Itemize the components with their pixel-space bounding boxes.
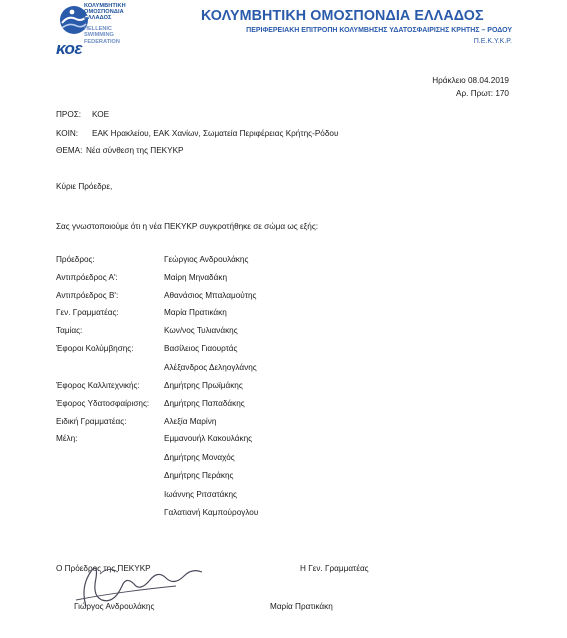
roster-name: Δημήτρης Παπαδάκης: [164, 399, 245, 408]
roster-role: Ειδική Γραμματέας:: [56, 417, 127, 426]
left-signature-title: Ο Πρόεδρος της ΠΕΚΥΚΡ: [56, 564, 151, 573]
roster-name: Αθανάσιος Μπαλαμούτης: [164, 291, 257, 300]
to-label: ΠΡΟΣ:: [56, 110, 82, 119]
roster-name: Αλεξία Μαρίνη: [164, 417, 217, 426]
logo-name-english: HELLENIC SWIMMING FEDERATION: [84, 26, 120, 45]
logo-mark: κοε: [56, 39, 82, 58]
place-date: Ηράκλειο 08.04.2019: [432, 76, 509, 85]
roster-name: Δημήτρης Μοναχός: [164, 453, 235, 462]
roster-role: Αντιπρόεδρος Β':: [56, 291, 119, 300]
roster-role: Γεν. Γραμματέας:: [56, 308, 119, 317]
roster-name: Μαρία Πρατικάκη: [164, 308, 227, 317]
roster-role: Έφοροι Κολύμβησης:: [56, 344, 134, 353]
roster-name: Βασίλειος Γιαουρτάς: [164, 344, 238, 353]
subject-value: Νέα σύνθεση της ΠΕΚΥΚΡ: [86, 146, 184, 155]
right-signatory-name: Μαρία Πρατικάκη: [270, 602, 333, 611]
right-signature-title: Η Γεν. Γραμματέας: [300, 564, 369, 573]
roster-name: Κων/νος Τυλιανάκης: [164, 326, 238, 335]
letterhead-abbreviation: Π.Ε.Κ.Υ.Κ.Ρ.: [473, 38, 512, 45]
roster-name: Ιωάννης Ριτσατάκης: [164, 490, 237, 499]
roster-role: Μέλη:: [56, 434, 78, 443]
letterhead-title: ΚΟΛΥΜΒΗΤΙΚΗ ΟΜΟΣΠΟΝΔΙΑ ΕΛΛΑΔΟΣ: [201, 8, 484, 24]
roster-name: Εμμανουήλ Κακουλάκης: [164, 434, 253, 443]
intro-paragraph: Σας γνωστοποιούμε ότι η νέα ΠΕΚΥΚΡ συγκροτήθηκε σε σώμα ως εξής:: [56, 222, 319, 231]
roster-role: Έφορος Καλλιτεχνικής:: [56, 381, 140, 390]
cc-label: ΚΟΙΝ:: [56, 129, 79, 138]
letterhead-subtitle: ΠΕΡΙΦΕΡΕΙΑΚΗ ΕΠΙΤΡΟΠΗ ΚΟΛΥΜΒΗΣΗΣ ΥΔΑΤΟΣΦΑΙΡΙΣΗΣ ΚΡΗΤΗΣ – ΡΟΔΟΥ: [246, 27, 512, 34]
subject-label: ΘΕΜΑ:: [56, 146, 83, 155]
roster-name: Δημήτρης Περάκης: [164, 471, 234, 480]
roster-name: Γαλατιανή Καμπούρογλου: [164, 508, 259, 517]
roster-name: Αλέξανδρος Δεληογλάνης: [164, 363, 257, 372]
roster-role: Πρόεδρος:: [56, 255, 95, 264]
cc-value: ΕΑΚ Ηρακλείου, ΕΑΚ Χανίων, Σωματεία Περιφέρειας Κρήτης-Ρόδου: [92, 129, 339, 138]
roster-role: Έφορος Υδατοσφαίρισης:: [56, 399, 150, 408]
salutation: Κύριε Πρόεδρε,: [56, 182, 113, 191]
roster-role: Ταμίας:: [56, 326, 83, 335]
protocol-number: Αρ. Πρωτ: 170: [456, 89, 509, 98]
left-signatory-name: Γιώργος Ανδρουλάκης: [74, 602, 155, 611]
roster-role: Αντιπρόεδρος Α':: [56, 273, 118, 282]
logo-name-greek: ΚΟΛΥΜΒΗΤΙΚΗ ΟΜΟΣΠΟΝΔΙΑ ΕΛΛΑΔΟΣ: [84, 3, 126, 21]
roster-name: Γεώργιος Ανδρουλάκης: [164, 255, 249, 264]
to-value: ΚΟΕ: [92, 110, 110, 119]
roster-name: Δημήτρης Πρωϊμάκης: [164, 381, 243, 390]
roster-name: Μαίρη Μηναδάκη: [164, 273, 227, 282]
